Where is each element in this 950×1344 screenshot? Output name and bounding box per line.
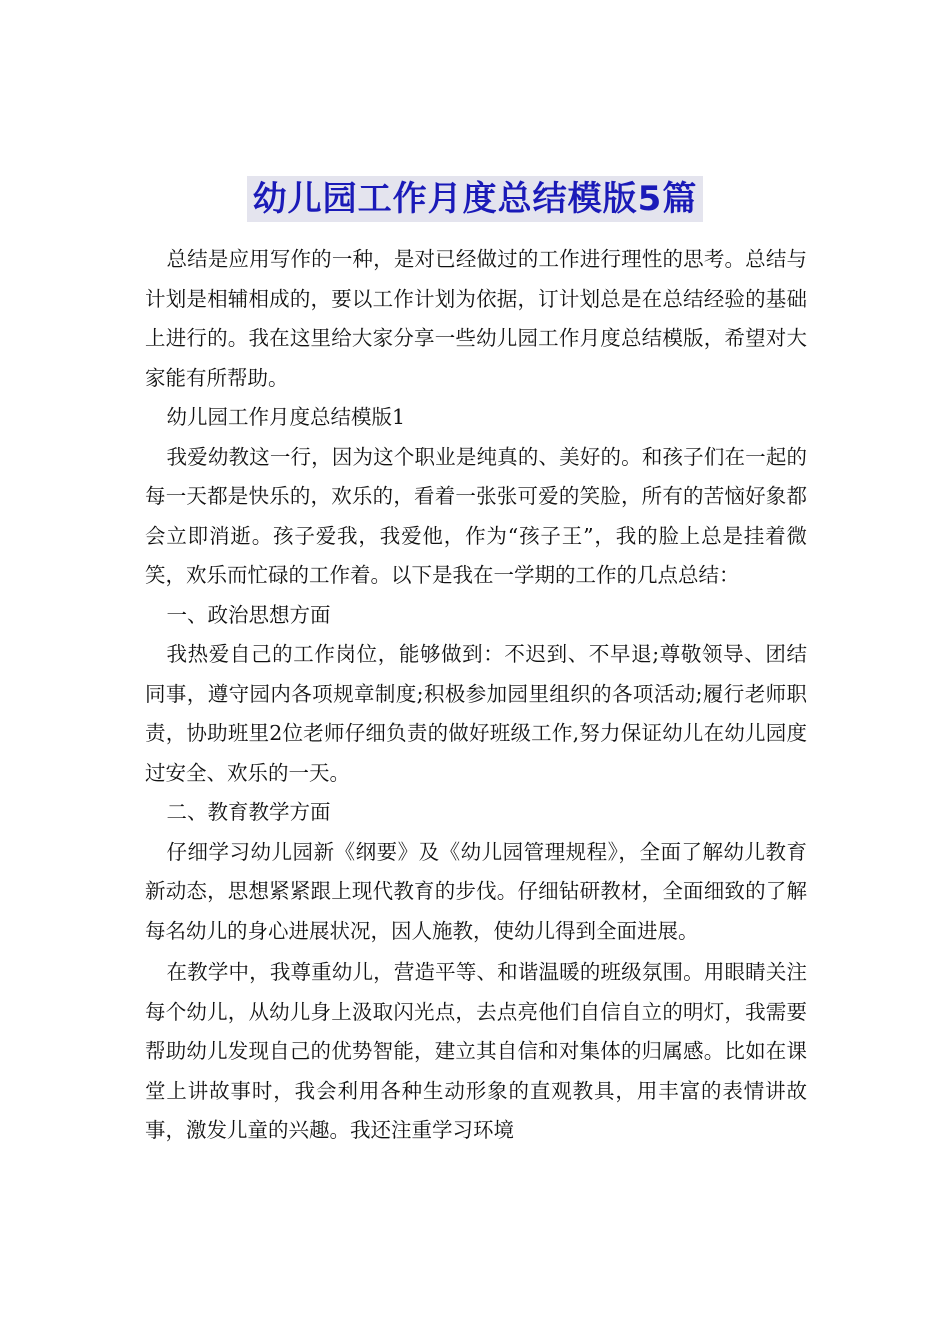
body-paragraph: 仔细学习幼儿园新《纲要》及《幼儿园管理规程》，全面了解幼儿教育新动态，思想紧紧跟上现代教育的步伐。仔细钻研教材，全面细致的了解每名幼儿的身心进展状况，因人施教，使幼儿得到全面进展。 bbox=[145, 839, 807, 943]
body-paragraph: 我爱幼教这一行，因为这个职业是纯真的、美好的。和孩子们在一起的每一天都是快乐的，欢乐的，看着一张张可爱的笑脸，所有的苦恼好象都会立即消逝。孩子爱我，我爱他，作为“孩子王”，我的脸上总是挂着微笑，欢乐而忙碌的工作着。以下是我在一学期的工作的几点总结： bbox=[145, 444, 807, 587]
subheading-education: 二、教育教学方面 bbox=[166, 800, 331, 824]
document-body bbox=[145, 240, 807, 1151]
document-title: 幼儿园工作月度总结模版5篇 bbox=[247, 176, 704, 222]
title-container bbox=[0, 176, 950, 222]
body-paragraph: 我热爱自己的工作岗位，能够做到：不迟到、不早退;尊敬领导、团结同事，遵守园内各项规章制度;积极参加园里组织的各项活动;履行老师职责，协助班里2位老师仔细负责的做好班级工作,努力保证幼儿在幼儿园度过安全、欢乐的一天。 bbox=[145, 642, 807, 785]
intro-paragraph: 总结是应用写作的一种，是对已经做过的工作进行理性的思考。总结与计划是相辅相成的，要以工作计划为依据，订计划总是在总结经验的基础上进行的。我在这里给大家分享一些幼儿园工作月度总结模版，希望对大家能有所帮助。 bbox=[145, 247, 807, 390]
section-title-1: 幼儿园工作月度总结模版1 bbox=[166, 405, 406, 429]
body-paragraph: 在教学中，我尊重幼儿，营造平等、和谐温暖的班级氛围。用眼睛关注每个幼儿，从幼儿身上汲取闪光点，去点亮他们自信自立的明灯，我需要帮助幼儿发现自己的优势智能，建立其自信和对集体的归属感。比如在课堂上讲故事时，我会利用各种生动形象的直观教具，用丰富的表情讲故事，激发儿童的兴趣。我还注重学习环境 bbox=[145, 960, 807, 1142]
subheading-political: 一、政治思想方面 bbox=[166, 602, 331, 627]
